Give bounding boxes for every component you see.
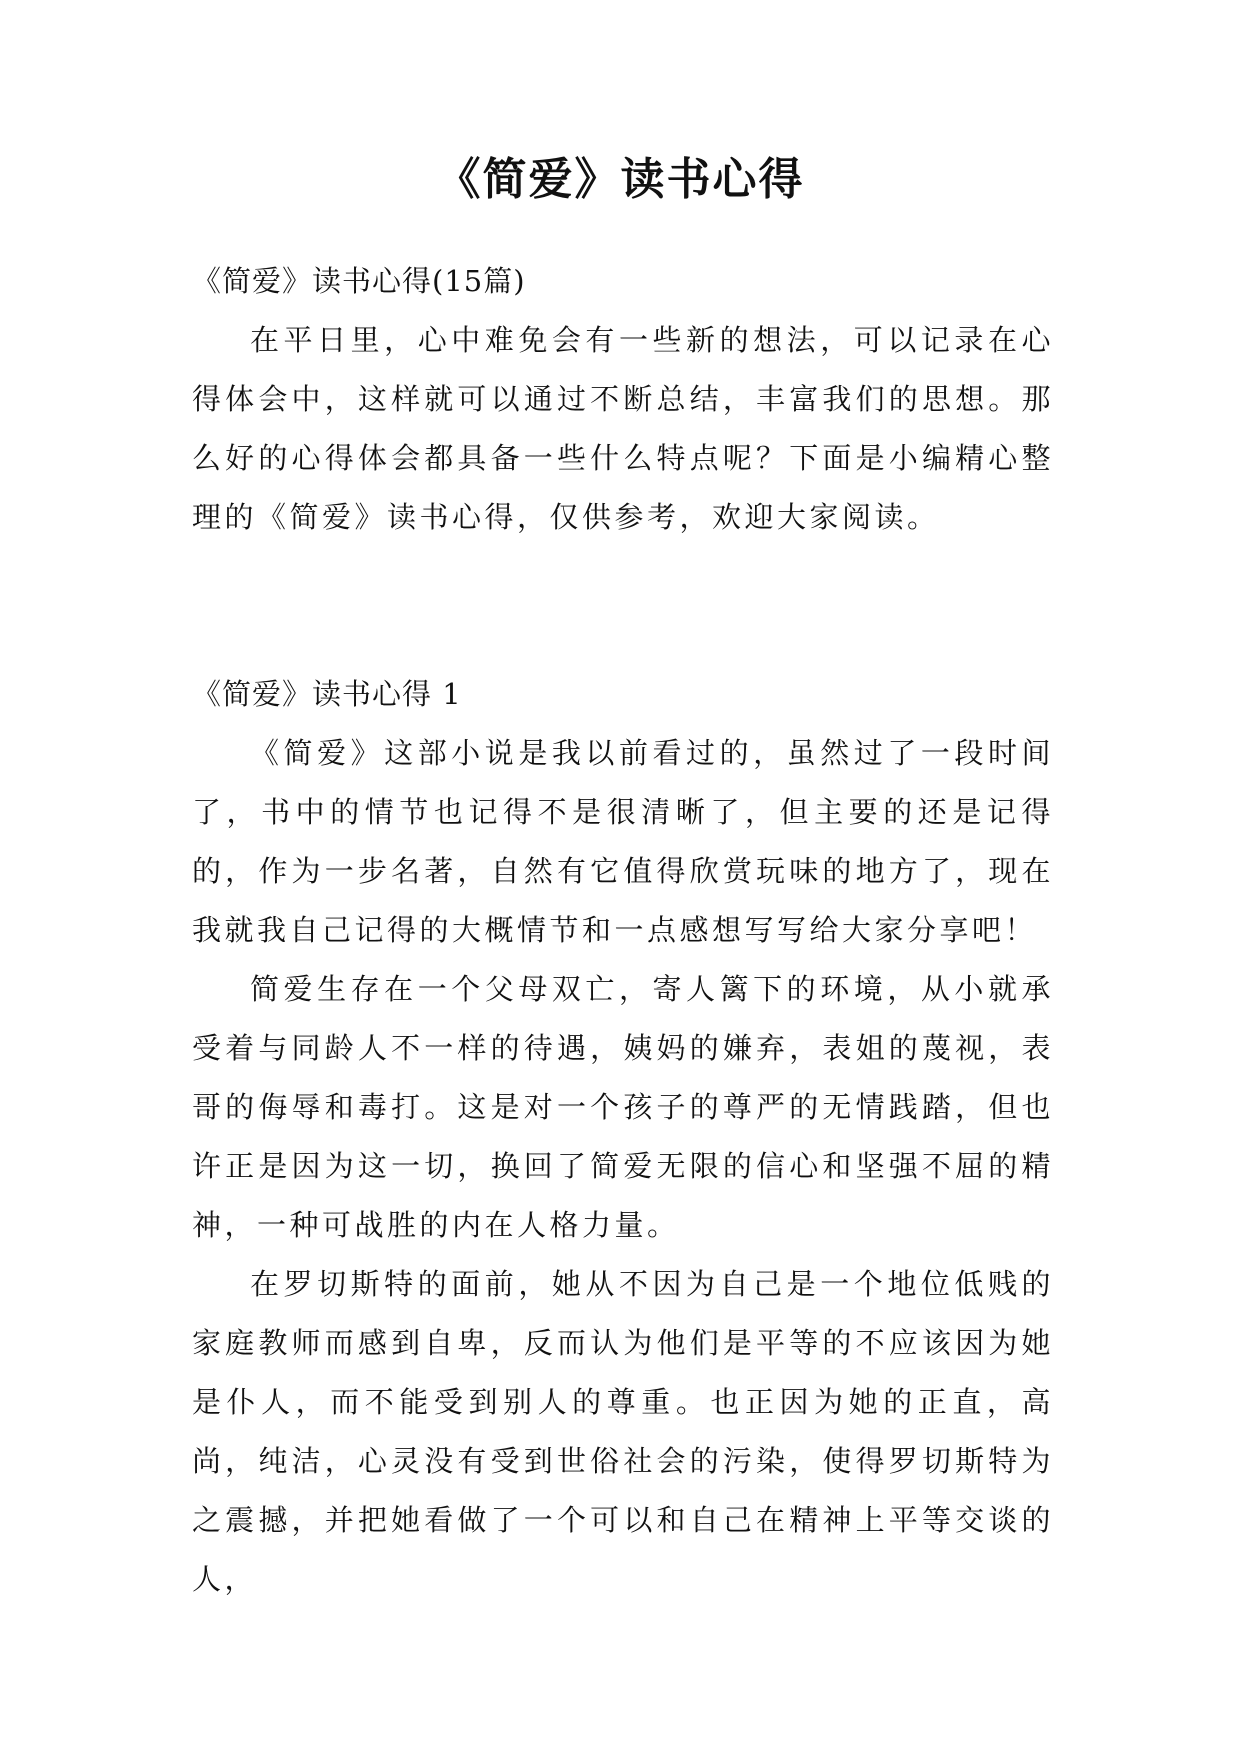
spacer — [192, 547, 1054, 665]
section-heading: 《简爱》读书心得 1 — [192, 677, 462, 711]
intro-paragraph: 在平日里，心中难免会有一些新的想法，可以记录在心得体会中，这样就可以通过不断总结，丰富我们的思想。那么好的心得体会都具备一些什么特点呢？下面是小编精心整理的《简爱》读书心得，仅供参考，欢迎大家阅读。 — [192, 323, 1054, 534]
document-body — [192, 252, 1054, 1609]
section-paragraph: 简爱生存在一个父母双亡，寄人篱下的环境，从小就承受着与同龄人不一样的待遇，姨妈的嫌弃，表姐的蔑视，表哥的侮辱和毒打。这是对一个孩子的尊严的无情践踏，但也许正是因为这一切，换回了简爱无限的信心和坚强不屈的精神，一种可战胜的内在人格力量。 — [192, 972, 1054, 1242]
document-title: 《简爱》读书心得 — [436, 154, 805, 205]
section-paragraph: 在罗切斯特的面前，她从不因为自己是一个地位低贱的家庭教师而感到自卑，反而认为他们是平等的不应该因为她是仆人，而不能受到别人的尊重。也正因为她的正直，高尚，纯洁，心灵没有受到世俗社会的污染，使得罗切斯特为之震撼，并把她看做了一个可以和自己在精神上平等交谈的人， — [192, 1267, 1054, 1596]
section-paragraph: 《简爱》这部小说是我以前看过的，虽然过了一段时间了，书中的情节也记得不是很清晰了，但主要的还是记得的，作为一步名著，自然有它值得欣赏玩味的地方了，现在我就我自己记得的大概情节和一点感想写写给大家分享吧！ — [192, 736, 1054, 947]
document-subtitle: 《简爱》读书心得(15篇) — [192, 264, 526, 298]
